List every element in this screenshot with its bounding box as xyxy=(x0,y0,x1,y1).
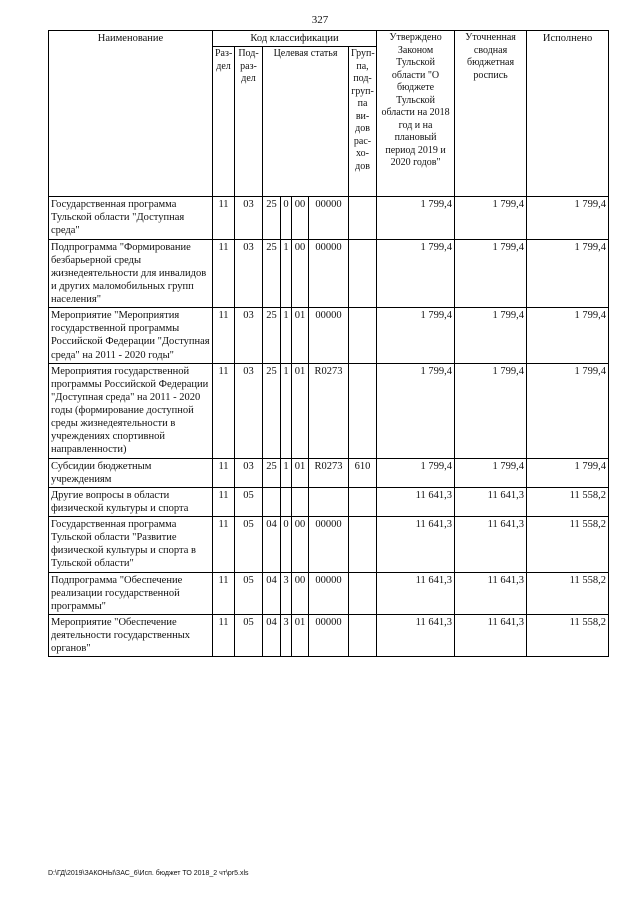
cell-r: 11 xyxy=(213,572,235,614)
cell-vr xyxy=(349,308,377,364)
cell-r: 11 xyxy=(213,363,235,458)
cell-t2: 1 xyxy=(281,363,292,458)
cell-vr xyxy=(349,614,377,656)
cell-t4: 00000 xyxy=(309,197,349,239)
cell-refined: 1 799,4 xyxy=(455,458,527,487)
cell-t3: 00 xyxy=(292,239,309,308)
cell-pr: 05 xyxy=(235,614,263,656)
table-row xyxy=(49,239,609,308)
cell-t3 xyxy=(292,487,309,516)
cell-name: Государственная программа Тульской области "Доступная среда" xyxy=(49,197,213,239)
cell-executed: 11 558,2 xyxy=(527,487,609,516)
cell-t1: 25 xyxy=(263,308,281,364)
cell-t2: 0 xyxy=(281,517,292,573)
cell-t4: 00000 xyxy=(309,572,349,614)
cell-refined: 1 799,4 xyxy=(455,197,527,239)
cell-name: Мероприятие "Обеспечение деятельности государственных органов" xyxy=(49,614,213,656)
cell-approved: 1 799,4 xyxy=(377,363,455,458)
cell-name: Другие вопросы в области физической культуры и спорта xyxy=(49,487,213,516)
cell-t2: 3 xyxy=(281,614,292,656)
cell-t1: 04 xyxy=(263,614,281,656)
cell-approved: 11 641,3 xyxy=(377,614,455,656)
cell-approved: 1 799,4 xyxy=(377,308,455,364)
cell-refined: 11 641,3 xyxy=(455,572,527,614)
header-name: Наименование xyxy=(49,31,213,197)
table-row xyxy=(49,487,609,516)
cell-executed: 1 799,4 xyxy=(527,308,609,364)
cell-t1: 25 xyxy=(263,363,281,458)
header-vid: Груп-па, под-груп-па ви-дов рас-хо-дов xyxy=(349,47,377,197)
cell-vr xyxy=(349,197,377,239)
cell-t2 xyxy=(281,487,292,516)
cell-t4: R0273 xyxy=(309,363,349,458)
table-row xyxy=(49,458,609,487)
table-row xyxy=(49,572,609,614)
cell-vr xyxy=(349,487,377,516)
cell-t3: 01 xyxy=(292,614,309,656)
cell-r: 11 xyxy=(213,458,235,487)
cell-refined: 11 641,3 xyxy=(455,487,527,516)
header-executed: Исполнено xyxy=(527,31,609,197)
cell-r: 11 xyxy=(213,487,235,516)
cell-t3: 01 xyxy=(292,363,309,458)
cell-name: Мероприятие "Мероприятия государственной программы Российской Федерации "Доступная среда" на 2011 - 2020 годы" xyxy=(49,308,213,364)
cell-pr: 03 xyxy=(235,239,263,308)
cell-pr: 03 xyxy=(235,308,263,364)
page-number: 327 xyxy=(311,14,329,26)
cell-approved: 1 799,4 xyxy=(377,239,455,308)
cell-approved: 11 641,3 xyxy=(377,517,455,573)
cell-t4: 00000 xyxy=(309,517,349,573)
cell-vr xyxy=(349,363,377,458)
cell-vr xyxy=(349,517,377,573)
cell-executed: 1 799,4 xyxy=(527,363,609,458)
header-target: Целевая статья xyxy=(263,47,349,197)
cell-t1: 04 xyxy=(263,572,281,614)
cell-t1: 04 xyxy=(263,517,281,573)
cell-t1: 25 xyxy=(263,197,281,239)
table-row xyxy=(49,614,609,656)
cell-t3: 01 xyxy=(292,308,309,364)
cell-pr: 03 xyxy=(235,197,263,239)
cell-executed: 1 799,4 xyxy=(527,197,609,239)
header-razdel: Раз-дел xyxy=(213,47,235,197)
cell-t3: 00 xyxy=(292,572,309,614)
cell-refined: 11 641,3 xyxy=(455,517,527,573)
table-row xyxy=(49,308,609,364)
cell-r: 11 xyxy=(213,517,235,573)
cell-name: Подпрограмма "Формирование безбарьерной среды жизнедеятельности для инвалидов и других маломобильных групп населения" xyxy=(49,239,213,308)
cell-t4: 00000 xyxy=(309,239,349,308)
header-approved: Утверждено Законом Тульской области "О бюджете Тульской области на 2018 год и на плановый период 2019 и 2020 годов" xyxy=(377,31,455,197)
cell-name: Государственная программа Тульской области "Развитие физической культуры и спорта в Тульской области" xyxy=(49,517,213,573)
cell-executed: 1 799,4 xyxy=(527,239,609,308)
cell-t2: 1 xyxy=(281,308,292,364)
header-classification: Код классификации xyxy=(213,31,377,47)
cell-vr: 610 xyxy=(349,458,377,487)
cell-pr: 05 xyxy=(235,487,263,516)
cell-t1: 25 xyxy=(263,458,281,487)
cell-r: 11 xyxy=(213,197,235,239)
table-row xyxy=(49,363,609,458)
cell-r: 11 xyxy=(213,239,235,308)
cell-t2: 3 xyxy=(281,572,292,614)
cell-vr xyxy=(349,572,377,614)
header-podrazdel: Под-раз-дел xyxy=(235,47,263,197)
table-row xyxy=(49,197,609,239)
cell-executed: 11 558,2 xyxy=(527,614,609,656)
cell-pr: 03 xyxy=(235,458,263,487)
cell-approved: 11 641,3 xyxy=(377,572,455,614)
cell-r: 11 xyxy=(213,614,235,656)
table-row xyxy=(49,517,609,573)
cell-executed: 11 558,2 xyxy=(527,572,609,614)
cell-t1 xyxy=(263,487,281,516)
cell-vr xyxy=(349,239,377,308)
cell-t2: 1 xyxy=(281,458,292,487)
cell-t2: 1 xyxy=(281,239,292,308)
footer-file-path: D:\ГД\2019\ЗАКОНЫ\ЗАС_6\Исп. бюджет ТО 2018_2 чт\pr5.xls xyxy=(48,870,249,877)
cell-refined: 1 799,4 xyxy=(455,308,527,364)
cell-pr: 05 xyxy=(235,572,263,614)
cell-approved: 11 641,3 xyxy=(377,487,455,516)
cell-name: Субсидии бюджетным учреждениям xyxy=(49,458,213,487)
table-body xyxy=(49,197,609,657)
cell-refined: 11 641,3 xyxy=(455,614,527,656)
cell-refined: 1 799,4 xyxy=(455,239,527,308)
cell-t4 xyxy=(309,487,349,516)
header-refined: Уточненная сводная бюджетная роспись xyxy=(455,31,527,197)
cell-t1: 25 xyxy=(263,239,281,308)
budget-table xyxy=(48,30,609,657)
cell-t3: 01 xyxy=(292,458,309,487)
cell-executed: 1 799,4 xyxy=(527,458,609,487)
cell-approved: 1 799,4 xyxy=(377,197,455,239)
cell-t2: 0 xyxy=(281,197,292,239)
cell-t4: 00000 xyxy=(309,614,349,656)
cell-t3: 00 xyxy=(292,197,309,239)
cell-t4: 00000 xyxy=(309,308,349,364)
cell-r: 11 xyxy=(213,308,235,364)
cell-pr: 05 xyxy=(235,517,263,573)
cell-t4: R0273 xyxy=(309,458,349,487)
cell-name: Мероприятия государственной программы Российской Федерации "Доступная среда" на 2011 - 2020 годы (формирование доступной среды жизнедеятельности в учреждениях спортивной направленности) xyxy=(49,363,213,458)
cell-approved: 1 799,4 xyxy=(377,458,455,487)
cell-name: Подпрограмма "Обеспечение реализации государственной программы" xyxy=(49,572,213,614)
cell-refined: 1 799,4 xyxy=(455,363,527,458)
cell-executed: 11 558,2 xyxy=(527,517,609,573)
cell-t3: 00 xyxy=(292,517,309,573)
cell-pr: 03 xyxy=(235,363,263,458)
